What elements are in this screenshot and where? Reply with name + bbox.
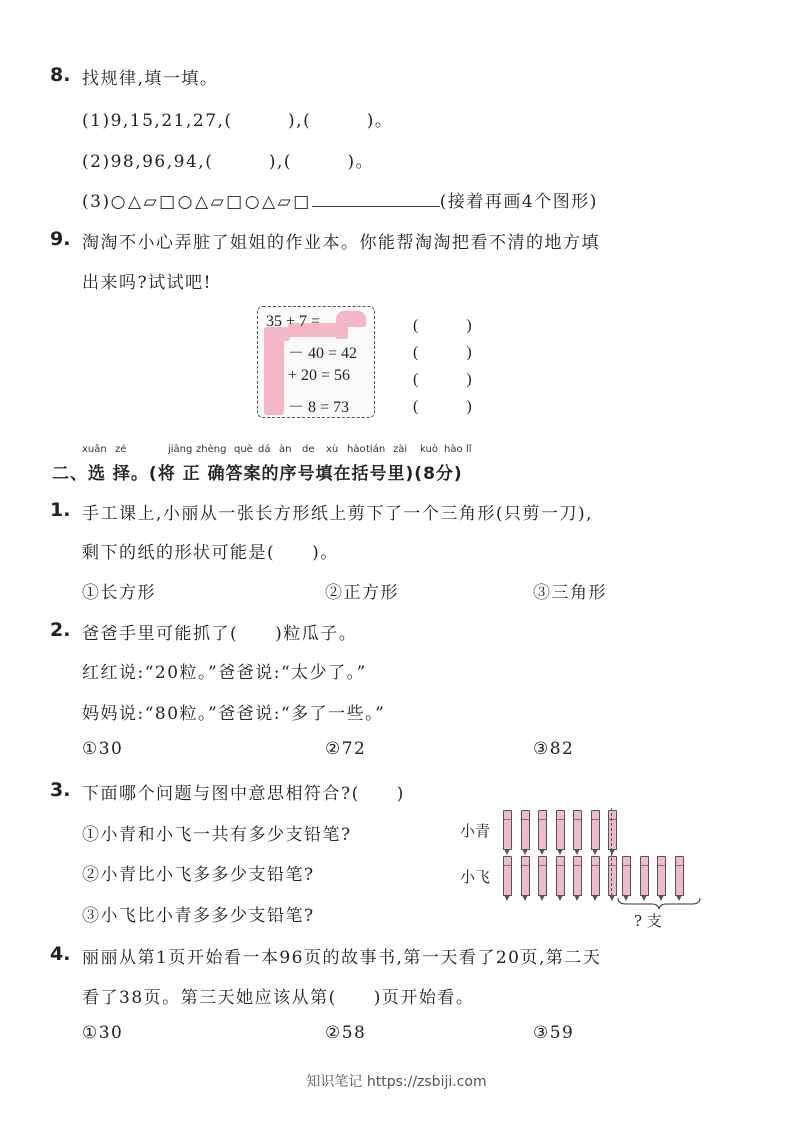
question-number: 1. <box>50 499 71 521</box>
pencil-icon <box>675 856 684 896</box>
pinyin-syllable: kuò <box>420 444 438 455</box>
option-3[interactable]: ③82 <box>533 739 575 759</box>
shape-glyph: ▱ <box>143 192 159 212</box>
pinyin-syllable: zài <box>393 444 408 455</box>
question-text: 出来吗?试试吧! <box>82 273 212 293</box>
shape-glyph: △ <box>195 192 210 212</box>
option-2[interactable]: ②58 <box>325 1023 367 1043</box>
ink-smudge <box>264 333 284 415</box>
answer-paren[interactable]: ( ) <box>413 398 472 415</box>
question-text: 下面哪个问题与图中意思相符合?( ) <box>82 784 405 804</box>
pencil-icon <box>591 810 600 850</box>
pencil-icon <box>503 856 512 896</box>
option-2[interactable]: ②小青比小飞多多少支铅笔? <box>82 865 315 885</box>
shape-glyph: ○ <box>244 192 262 212</box>
question-text: 妈妈说:“80粒。”爸爸说:“多了一些。” <box>82 704 386 724</box>
pinyin-syllable: xuǎn <box>82 444 107 455</box>
brace-label: ? 支 <box>634 912 662 930</box>
option-3[interactable]: ③小飞比小青多多少支铅笔? <box>82 906 315 926</box>
question-text: 淘淘不小心弄脏了姐姐的作业本。你能帮淘淘把看不清的地方填 <box>82 233 600 253</box>
label-xiaofei: 小飞 <box>460 868 491 886</box>
shape-glyph: ○ <box>177 192 194 212</box>
option-3[interactable]: ③三角形 <box>533 583 607 603</box>
pencil-icon <box>573 810 582 850</box>
equation-3: + 20 = 56 <box>288 367 351 384</box>
pencil-icon <box>608 810 617 850</box>
option-1[interactable]: ①30 <box>82 1023 124 1043</box>
pinyin-syllable: zhèng <box>196 444 227 455</box>
line-prefix: (3) <box>82 192 111 212</box>
pinyin-syllable: hào <box>347 444 366 455</box>
pinyin-syllable: àn <box>279 444 292 455</box>
question-text: 看了38页。第三天她应该从第( )页开始看。 <box>82 988 475 1008</box>
line-suffix: (接着再画4个图形) <box>439 192 598 212</box>
pinyin-syllable: lǐ <box>466 444 472 455</box>
shape-sequence <box>111 192 312 212</box>
answer-blank[interactable] <box>312 192 440 207</box>
pencil-icon <box>521 856 530 896</box>
pinyin-syllable: zé <box>115 444 127 455</box>
shape-pattern-line <box>82 187 598 212</box>
question-number: 4. <box>50 943 71 965</box>
question-number: 9. <box>50 228 71 250</box>
shape-glyph: △ <box>127 192 143 212</box>
option-2[interactable]: ②72 <box>325 739 367 759</box>
pencil-icon <box>556 856 565 896</box>
question-line: (2)98,96,94,( ),( )。 <box>82 152 375 172</box>
divider-dashed <box>611 808 612 896</box>
answer-paren[interactable]: ( ) <box>413 317 472 334</box>
shape-glyph: □ <box>293 192 311 212</box>
pencil-icon <box>538 810 547 850</box>
footer-watermark: 知识笔记 https://zsbiji.com <box>306 1074 487 1090</box>
question-number: 2. <box>50 619 71 641</box>
shape-glyph: ▱ <box>277 192 293 212</box>
answer-paren[interactable]: ( ) <box>413 344 472 361</box>
pinyin-syllable: què <box>234 444 253 455</box>
pinyin-syllable: jiāng <box>168 444 193 455</box>
option-3[interactable]: ③59 <box>533 1023 575 1043</box>
pencil-icon <box>640 856 649 896</box>
question-text: 丽丽从第1页开始看一本96页的故事书,第一天看了20页,第二天 <box>82 948 602 968</box>
option-1[interactable]: ①长方形 <box>82 583 156 603</box>
pinyin-syllable: hào <box>444 444 463 455</box>
question-text: 剩下的纸的形状可能是( )。 <box>82 543 339 563</box>
answer-paren[interactable]: ( ) <box>413 371 472 388</box>
shape-glyph: ○ <box>110 192 127 212</box>
equation-2: － 40 = 42 <box>288 345 358 362</box>
question-text: 爸爸手里可能抓了( )粒瓜子。 <box>82 624 358 644</box>
label-xiaoqing: 小青 <box>460 822 491 840</box>
option-1[interactable]: ①小青和小飞一共有多少支铅笔? <box>82 825 352 845</box>
question-number: 3. <box>50 779 71 801</box>
brace-icon <box>616 896 702 910</box>
question-line: (1)9,15,21,27,( ),( )。 <box>82 111 394 131</box>
shape-glyph: □ <box>226 192 244 212</box>
pencil-icon <box>556 810 565 850</box>
shape-glyph: △ <box>262 192 277 212</box>
pencil-icon <box>622 856 631 896</box>
pencil-icon <box>521 810 530 850</box>
option-1[interactable]: ①30 <box>82 739 124 759</box>
shape-glyph: ▱ <box>210 192 226 212</box>
pinyin-syllable: de <box>302 444 315 455</box>
pinyin-syllable: tián <box>366 444 386 455</box>
pinyin-syllable: dá <box>258 444 271 455</box>
pencil-icon <box>591 856 600 896</box>
pencil-icon <box>503 810 512 850</box>
question-text: 找规律,填一填。 <box>82 69 219 89</box>
pinyin-syllable: xù <box>326 444 339 455</box>
question-number: 8. <box>50 64 71 86</box>
section-title: 二、选 择。(将 正 确答案的序号填在括号里)(8分) <box>52 464 463 484</box>
option-2[interactable]: ②正方形 <box>325 583 399 603</box>
equation-1: 35 + 7 = <box>266 313 321 330</box>
pencil-icon <box>657 856 666 896</box>
question-text: 手工课上,小丽从一张长方形纸上剪下了一个三角形(只剪一刀), <box>82 504 594 524</box>
pencil-icon <box>608 856 617 896</box>
pinyin-annotation <box>0 444 793 456</box>
pencil-icon <box>573 856 582 896</box>
equation-4: － 8 = 73 <box>288 399 350 416</box>
question-text: 红红说:“20粒。”爸爸说:“太少了。” <box>82 663 367 683</box>
pencil-icon <box>538 856 547 896</box>
shape-glyph: □ <box>159 192 177 212</box>
smudged-equation-box <box>257 306 375 418</box>
